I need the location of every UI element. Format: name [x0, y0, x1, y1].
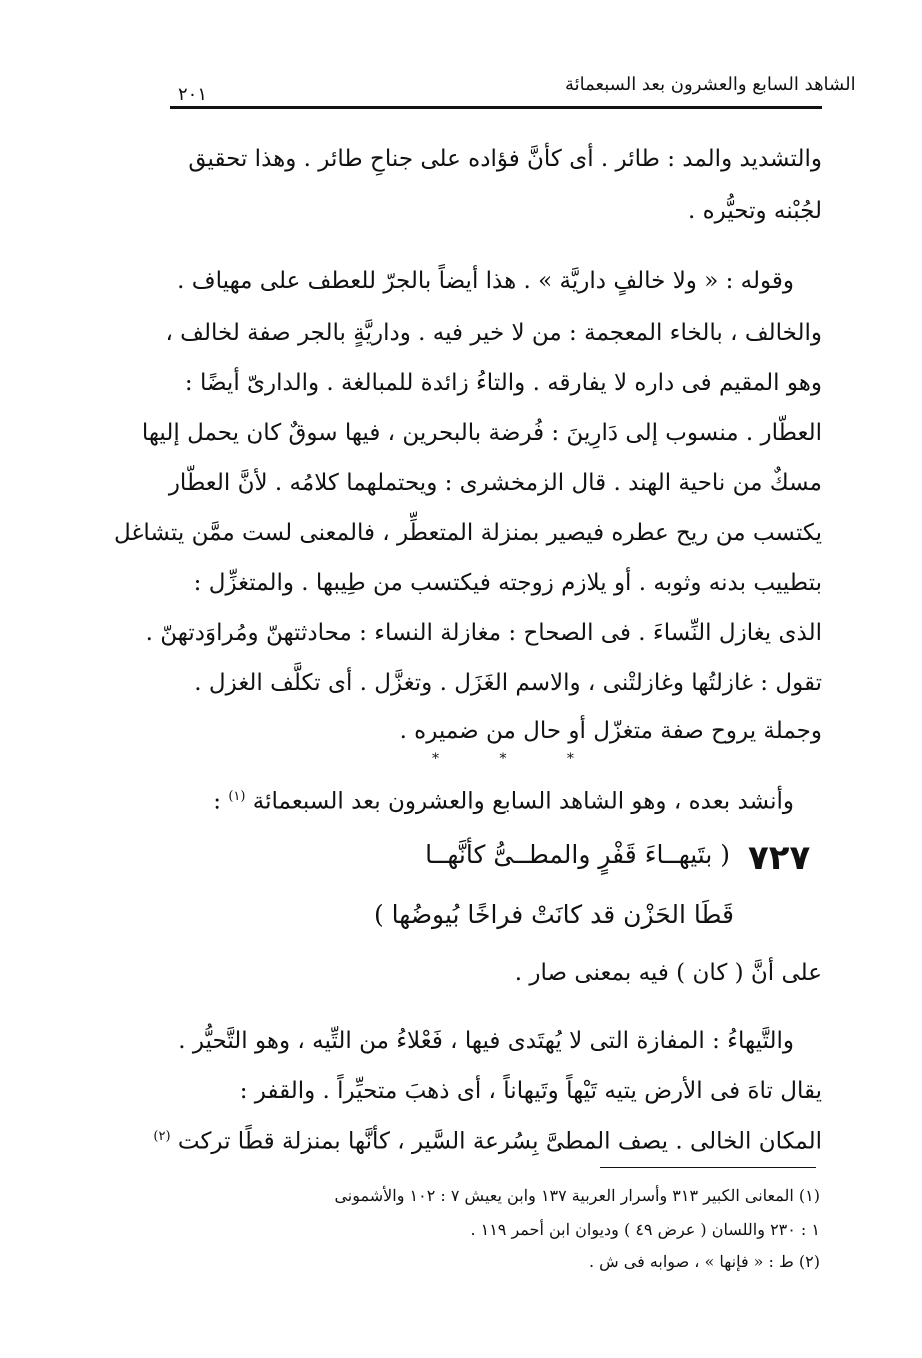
body-line: يقال تاهَ فى الأرض يتيه تَيْهاً وتَيهاناً ، أى ذهبَ متحيِّراً . والقفر : — [239, 1078, 822, 1104]
body-line: لجُبْنه وتحيُّره . — [687, 198, 822, 224]
section-separator: * * * — [432, 751, 602, 767]
body-line: يكتسب من ريح عطره فيصير بمنزلة المتعطِّر ، فالمعنى لست ممَّن يتشاغل — [113, 520, 822, 546]
body-line-text: المكان الخالى . يصف المطىَّ بِسُرعة السَّير ، كأنَّها بمنزلة قطًا تركت — [177, 1128, 822, 1155]
body-line: العطّار . منسوب إلى دَارِينَ : فُرضة بالبحرين ، فيها سوقٌ كان يحمل إليها — [141, 420, 822, 446]
verse-hemistich-1: ( بتَيهــاءَ قَفْرٍ والمطــىُّ كأنَّهــا — [425, 840, 730, 869]
footnote-ref-2: (٢) — [153, 1129, 171, 1144]
body-line: مسكٌ من ناحية الهند . قال الزمخشرى : ويحتملهما كلامُه . لأنَّ العطّار — [168, 470, 822, 496]
intro-colon: : — [213, 788, 222, 815]
header-rule — [170, 106, 822, 109]
body-line: وجملة يروح صفة متغزّل أو حال من ضميره . — [399, 718, 822, 744]
body-line: وهو المقيم فى داره لا يفارقه . والتاءُ زائدة للمبالغة . والدارىّ أيضًا : — [184, 370, 822, 396]
footnote-rule — [600, 1167, 816, 1168]
running-title: الشاهد السابع والعشرون بعد السبعمائة — [565, 74, 856, 95]
footnote-line: (٢) ط : « فإنها » ، صوابه فى ش . — [588, 1252, 820, 1271]
body-line: تقول : غازلتُها وغازلتْنى ، والاسم الغَزَل . وتغزَّل . أى تكلَّف الغزل . — [194, 670, 822, 696]
intro-text: وأنشد بعده ، وهو الشاهد السابع والعشرون بعد السبعمائة — [252, 788, 794, 815]
verse-hemistich-2: قَطَا الحَزْن قد كانَتْ فراخًا بُيوضُها ) — [373, 900, 734, 929]
body-line: والتَّيهاءُ : المفازة التى لا يُهتَدى فيها ، فَعْلاءُ من التِّيه ، وهو التَّحيُّر . — [178, 1028, 794, 1054]
body-line: والتشديد والمد : طائر . أى كأنَّ فؤاده على جناحِ طائر . وهذا تحقيق — [188, 146, 822, 172]
body-line — [153, 1130, 822, 1154]
body-line: الذى يغازل النِّساءَ . فى الصحاح : مغازلة النساء : محادثتهنّ ومُراوَدتهنّ . — [145, 620, 822, 646]
body-line: على أنَّ ( كان ) فيه بمعنى صار . — [514, 960, 822, 986]
intro-line — [213, 790, 794, 814]
footnote-ref-1: (١) — [228, 789, 246, 804]
body-line: والخالف ، بالخاء المعجمة : من لا خير فيه . وداريَّةٍ بالجر صفة لخالف ، — [165, 320, 822, 346]
page-number: ٢٠١ — [178, 84, 208, 105]
footnote-line: ١ : ٢٣٠ واللسان ( عرض ٤٩ ) وديوان ابن أحمر ١١٩ . — [470, 1220, 820, 1239]
footnote-line: (١) المعانى الكبير ٣١٣ وأسرار العربية ١٣٧ وابن يعيش ٧ : ١٠٢ والأشمونى — [334, 1186, 820, 1205]
body-line: بتطييب بدنه وثوبه . أو يلازم زوجته فيكتسب من طِيبها . والمتغزِّل : — [193, 570, 822, 596]
verse-number: ٧٢٧ — [748, 838, 811, 878]
body-line: وقوله : « ولا خالفٍ داريَّة » . هذا أيضاً بالجرّ للعطف على مهياف . — [177, 268, 794, 294]
